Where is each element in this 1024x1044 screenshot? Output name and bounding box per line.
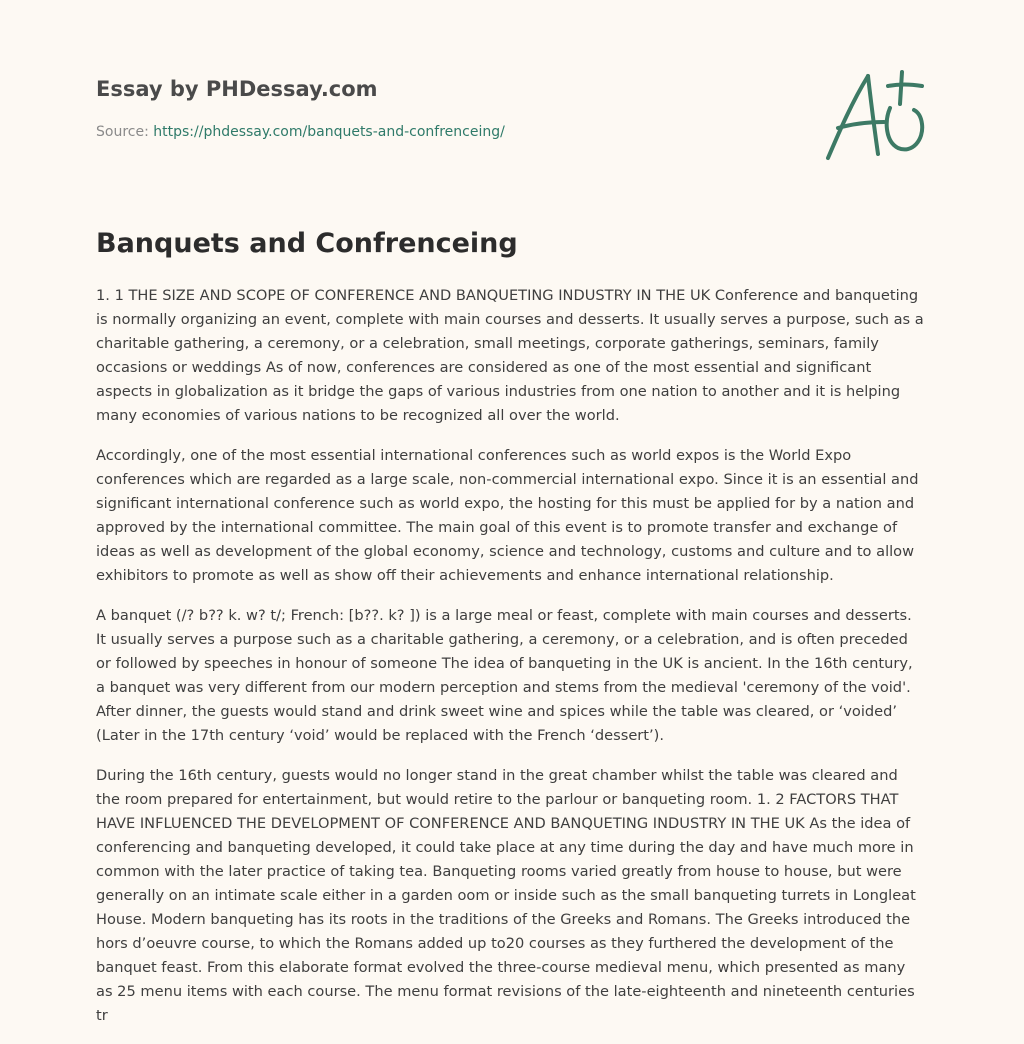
- paragraph: Accordingly, one of the most essential international conferences such as world expos is the World Expo conferences which are regarded as a large scale, non-commercial international expo. Since it is an essential and significant international conference such as world expo, the hosting for this must be applied for by a nation and approved by the international committee. The main goal of this event is to promote transfer and exchange of ideas as well as development of the global economy, science and technology, customs and culture and to allow exhibitors to promote as well as show off their achievements and enhance international relationship.: [96, 447, 919, 584]
- source-label: Source:: [96, 124, 154, 140]
- a-plus-logo-icon: [818, 64, 930, 168]
- paragraph: During the 16th century, guests would no longer stand in the great chamber whilst the table was cleared and the room prepared for entertainment, but would retire to the parlour or banqueting room. 1. 2 FACTORS THAT HAVE INFLUENCED THE DEVELOPMENT OF CONFERENCE AND BANQUETING INDUSTRY IN THE UK As the idea of conferencing and banqueting developed, it could take place at any time during the day and have much more in common with the later practice of taking tea. Banqueting rooms varied greatly from house to house, but were generally on an intimate scale either in a garden oom or inside such as the small banqueting turrets in Longleat House. Modern banqueting has its roots in the traditions of the Greeks and Romans. The Greeks introduced the hors d’oeuvre course, to which the Romans added up to20 courses as they furthered the development of the banquet feast. From this elaborate format evolved the three-course medieval menu, which presented as many as 25 menu items with each course. The menu format revisions of the late-eighteenth and nineteenth centuries tr: [96, 767, 916, 1024]
- essay-title: Banquets and Confrenceing: [96, 228, 518, 259]
- site-brand: Essay by PHDessay.com: [96, 77, 378, 101]
- source-link[interactable]: https://phdessay.com/banquets-and-confrenceing/: [153, 124, 505, 140]
- source-line: [96, 122, 796, 142]
- essay-body: [96, 284, 926, 1044]
- essay-header: [96, 74, 796, 142]
- paragraph: 1. 1 THE SIZE AND SCOPE OF CONFERENCE AND BANQUETING INDUSTRY IN THE UK Conference and banqueting is normally organizing an event, complete with main courses and desserts. It usually serves a purpose, such as a charitable gathering, a ceremony, or a celebration, small meetings, corporate gatherings, seminars, family occasions or weddings As of now, conferences are considered as one of the most essential and significant aspects in globalization as it bridge the gaps of various industries from one nation to another and it is helping many economies of various nations to be recognized all over the world.: [96, 287, 924, 424]
- paragraph: A banquet (/? b?? k. w? t/; French: [b??. k? ]) is a large meal or feast, complete with main courses and desserts. It usually serves a purpose such as a charitable gathering, a ceremony, or a celebration, and is often preceded or followed by speeches in honour of someone The idea of banqueting in the UK is ancient. In the 16th century, a banquet was very different from our modern perception and stems from the medieval 'ceremony of the void'. After dinner, the guests would stand and drink sweet wine and spices while the table was cleared, or ‘voided’ (Later in the 17th century ‘void’ would be replaced with the French ‘dessert’).: [96, 607, 913, 744]
